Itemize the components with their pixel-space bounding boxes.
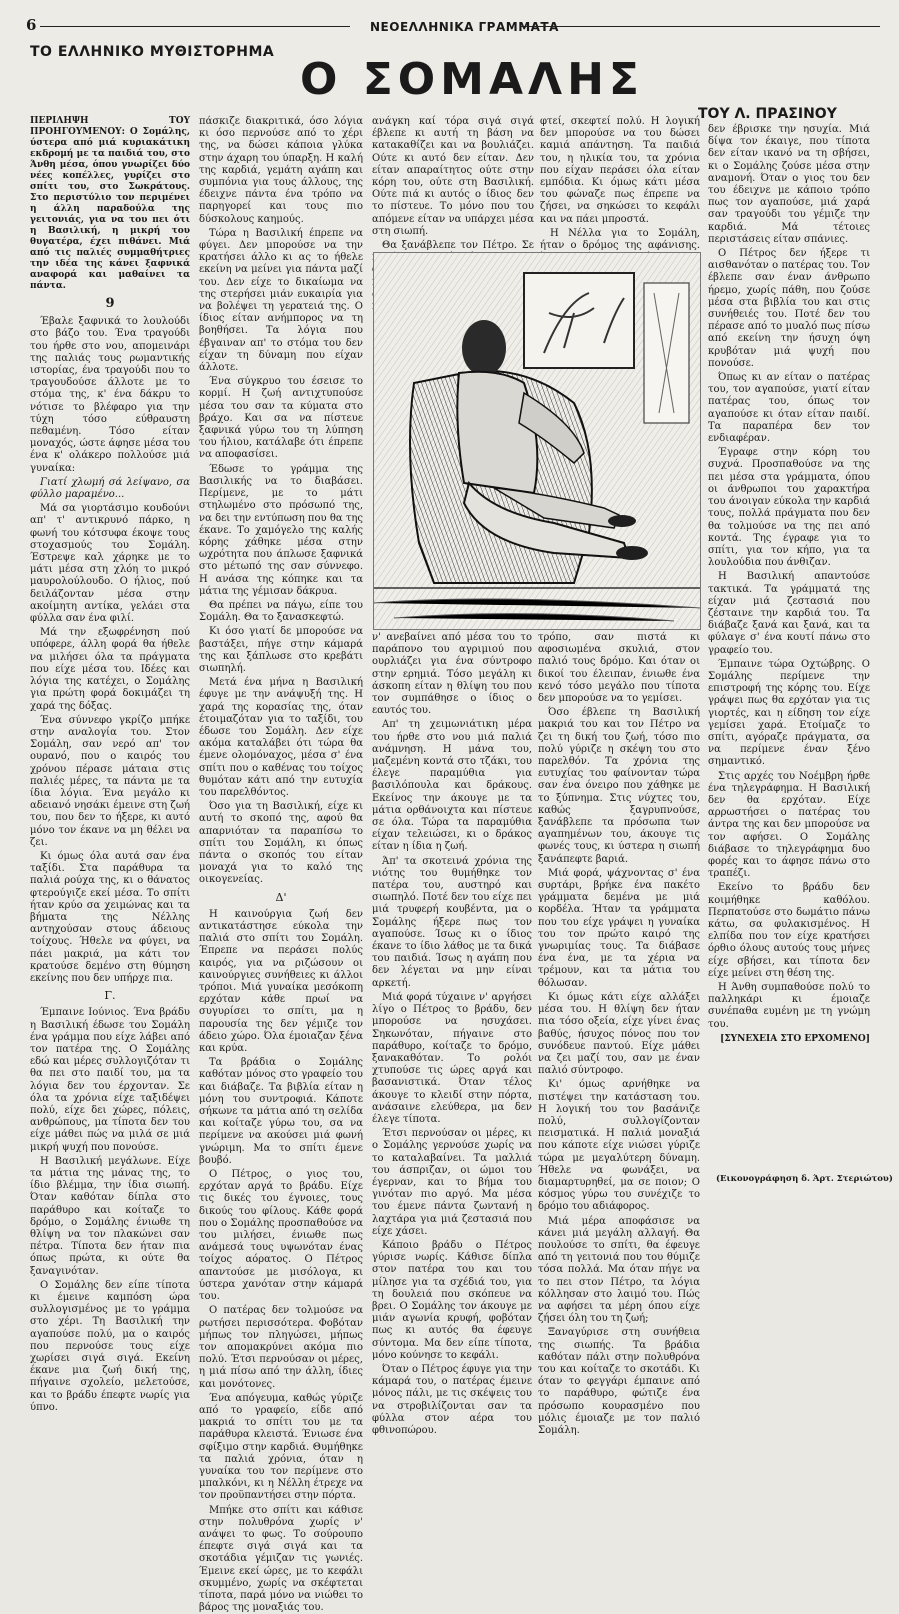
paragraph: Η καινούργια ζωή δεν αντικατάστησε εύκολα την παλιά στο σπίτι του Σομάλη. Έπρεπε να περάσει πολύς καιρός, για να ριζώσουν οι καινούργιες συνήθειες κι άλλοι τρόποι. Μιά γυναίκα μεσόκοπη ερχόταν κάθε πρωί να συγυρίσει το σπίτι, μα η παρουσία της δεν γέμιζε τον άδειο χώρο. Όλα έμοιαζαν ξένα και κρύα. bbox=[199, 908, 363, 1055]
paragraph: τρόπο, σαν πιστά κι αφοσιωμένα σκυλιά, στον παλιό τους δρόμο. Και όταν οι δικοί του έλειπαν, ένιωθε ένα κενό τόσο μεγάλο που τίποτα δεν μπορούσε να το γεμίσει. bbox=[538, 632, 700, 705]
paragraph: Όπως κι αν είταν ο πατέρας του, τον αγαπούσε, γιατί είταν πατέρας του, όπως τον αγαπούσε κι όταν είταν παιδί. Τα παραπέρα δεν τον ενδιαφέραν. bbox=[708, 372, 870, 445]
paragraph: Ο Πέτρος δεν ήξερε τι αισθανόταν ο πατέρας του. Τον έβλεπε σαν έναν άνθρωπο ήρεμο, χωρίς πάθη, που ζούσε μέσα στα βιβλία του και στις συνήθειές του. Ποτέ δεν του πέρασε από το μυαλό πως πίσω από εκείνη την ήσυχη όψη κρυβόταν μιά ψυχή που πονούσε. bbox=[708, 248, 870, 369]
column-5 bbox=[708, 124, 870, 1172]
paragraph: Απ' τη χειμωνιάτικη μέρα του ήρθε στο νου μιά παλιά ανάμνηση. Η μάνα του, μαζεμένη κοντά στο τζάκι, του έλεγε παραμύθια για βασιλόπουλα και δράκους. Εκείνος την άκουγε με τα μάτια ορθάνοιχτα και πίστευε σε όλα. Τώρα τα παραμύθια είχαν τελειώσει, κι ο δράκος είταν η ίδια η ζωή. bbox=[372, 719, 532, 853]
paragraph: Άπ' τα σκοτεινά χρόνια της νιότης του θυμήθηκε τον πατέρα του, αυστηρό και σιωπηλό. Ποτέ δεν του είχε πει μιά τρυφερή κουβέντα, μα ο Σομάλης ήξερε πως τον αγαπούσε. Ίσως κι ο ίδιος έκανε το ίδιο λάθος με τα δικά του παιδιά. Ίσως η αγάπη που δεν λέγεται να μην είναι αρκετή. bbox=[372, 855, 532, 989]
paragraph: Μά την εξωφρένηση πού υπόφερε, άλλη φορά θα ήθελε να μιλήσει όλα τα πράγματα που είχε μέσα του. Ιδέες και λόγια της κατέχει, ο Σομάλης για πρώτη φορά δοκιμάζει τη χαρά της δόξας. bbox=[30, 627, 190, 712]
column-4-top bbox=[540, 116, 700, 252]
paragraph: φτεί, σκεφτεί πολύ. Η λογική δεν μπορούσε να του δώσει καμιά απάντηση. Τα παιδιά του, η ηλικία του, τα χρόνια που είχαν περάσει όλα είταν εμπόδια. Κι όμως κάτι μέσα του φώναζε πως έπρεπε να ζήσει, να σηκώσει το κεφάλι και να πάει μπροστά. bbox=[540, 116, 700, 225]
paragraph: Κάποιο βράδυ ο Πέτρος γύρισε νωρίς. Κάθισε δίπλα στον πατέρα του και του μίλησε για τα σχέδιά του, για τη δουλειά που σκόπευε να βρει. Ο Σομάλης τον άκουγε με μιάν αγωνία κρυφή, φοβόταν πως κι αυτός θα έφευγε σύντομα. Μα δεν είπε τίποτα, μόνο κούνησε το κεφάλι. bbox=[372, 1239, 532, 1361]
paragraph: Έμπαινε τώρα Οχτώβρης. Ο Σομάλης περίμενε την επιστροφή της κόρης του. Είχε γράψει πως θα ερχόταν για τις γιορτές, και η είδηση τον είχε γεμίσει χαρά. Ετοίμαζε το σπίτι, αγόραζε πράγματα, σα να περίμενε έναν ξένο σημαντικό. bbox=[708, 658, 870, 768]
paragraph: Τώρα η Βασιλική έπρεπε να φύγει. Δεν μπορούσε να την κρατήσει άλλο κι ας το ήθελε εκείνη να μείνει για πάντα μαζί του. Δεν είχε το δικαίωμα να της στερήσει μιάν ευκαιρία για να βολέψει τη γερατειά της. Ο ίδιος είταν ανήμπορος να τη βοηθήσει. Τα λόγια που έβγαιναν απ' το στόμα του δεν είχαν τη δύναμη που είχαν άλλοτε. bbox=[199, 227, 363, 374]
paragraph: Η Βασιλική μεγάλωνε. Είχε τα μάτια της μάνας της, το ίδιο βλέμμα, την ίδια σιωπή. Όταν καθόταν δίπλα στο παράθυρο και κοίταζε το δρόμο, ο Σομάλης ένιωθε τη θλίψη να τον πλακώνει σαν πέτρα. Τίποτα δεν ήταν πια όπως πρώτα, κι ούτε θα ξαναγινόταν. bbox=[30, 1155, 190, 1277]
column-4-bottom bbox=[538, 632, 700, 1436]
column-2 bbox=[199, 116, 363, 1614]
paragraph: Έγραφε στην κόρη του συχνά. Προσπαθούσε να της πει μέσα στα γράμματα, όπου οι άνθρωποι του χαρακτήρα του άνοιγαν εύκολα την καρδιά τους, πολλά πράγματα που δεν θα τολμούσε να της πει από κοντά. Της έγραφε για το σπίτι, για τον κήπο, για τα λουλούδια που άνθιζαν. bbox=[708, 447, 870, 569]
paragraph: Ένα σύγκρυο του έσεισε το κορμί. Η ζωή αντιχτυπούσε μέσα του σαν τα κύματα στο βράχο. Και σα να πίστευε ξαφνικά γύρω του τη λύπηση του ήλιου, κατάλαβε ότι έπρεπε να αποφασίσει. bbox=[199, 376, 363, 461]
paragraph: Η Άνθη συμπαθούσε πολύ το παλληκάρι κι έμοιαζε συνέπαθα ευμένη με τη γνώμη του. bbox=[708, 982, 870, 1030]
paragraph: Θα ξανάβλεπε τον Πέτρο. Σε bbox=[382, 240, 534, 252]
paragraph: Όταν ο Πέτρος έφυγε για την κάμαρά του, ο πατέρας έμεινε μόνος πάλι, με τις σκέψεις του να στροβιλίζονται σαν τα φύλλα στον αέρα του φθινοπώρου. bbox=[372, 1363, 532, 1436]
paragraph: Μιά μέρα αποφάσισε να κάνει μιά μεγάλη αλλαγή. Θα πουλούσε το σπίτι, θα έφευγε από τη γειτονιά που του θύμιζε τόσα πολλά. Μα όταν πήγε να το πει στον Πέτρο, τα λόγια κόλλησαν στο λαιμό του. Πώς να αφήσει τα μέρη όπου είχε ζήσει όλη του τη ζωή; bbox=[538, 1215, 700, 1325]
header-rule-left bbox=[40, 26, 350, 27]
paragraph: Κι όμως όλα αυτά σαν ένα ταξίδι. Στα παράθυρα τα παλιά ρούχα της, κι ο θάνατος φτερούγιζε εκεί μέσα. Το σπίτι ήταν κρύο σα χειμώνας και τα βήματα της Νέλλης αντηχούσαν στους άδειους τοίχους. Ήθελε να φύγει, να πάει μακριά, μα κάτι τον κρατούσε δεμένο στη θύμηση εκείνης που δεν υπήρχε πια. bbox=[30, 850, 190, 984]
paragraph: Εκείνο το βράδυ δεν κοιμήθηκε καθόλου. Περπατούσε στο δωμάτιο πάνω κάτω, σα φυλακισμένος. Η ελπίδα που τον είχε κρατήσει όρθιο όλους αυτούς τους μήνες είχε σβήσει, και τίποτα δεν είχε μείνει στη θέση της. bbox=[708, 882, 870, 979]
illustration-svg bbox=[374, 253, 700, 629]
paragraph: Μιά φορά, ψάχνοντας σ' ένα συρτάρι, βρήκε ένα πακέτο γράμματα δεμένα με μιά κορδέλα. Ήταν τα γράμματα που του είχε γράψει η γυναίκα του τον πρώτο καιρό της γνωριμίας τους. Τα διάβασε ένα ένα, με τα χέρια να τρέμουν, και τα μάτια του θόλωσαν. bbox=[538, 867, 700, 989]
paragraph: Ένα σύννεφο γκρίζο μπήκε στην αναλογία του. Στον Σομάλη, σαν νερό απ' τον ουρανό, που ο καιρός του χρόνου πέρασε μάταια στις παλιές μέρες, τα πάντα με τα ίδια λόγια. Ένα μεγάλο κι αδειανό νησάκι έμεινε στη ζωή του, που δεν το ήξερε, κι αυτό μόνο τον έκανε να μη θέλει να ζει. bbox=[30, 714, 190, 848]
paragraph: Κι όσο γιατί δε μπορούσε να βαστάξει, πήγε στην κάμαρά της και ξάπλωσε στο κρεβάτι σιωπηλή. bbox=[199, 626, 363, 674]
paragraph: Κι' όμως αρνήθηκε να πιστέψει την κατάσταση του. Η λογική του τον βασάνιζε πολύ, συλλογίζονταν πεισματικά. Η παλιά μοναξιά που κάποτε είχε νιώσει γύριζε τώρα με μεγαλύτερη δύναμη. Ήθελε να φωνάξει, να διαμαρτυρηθεί, μα σε ποιον; Ο κόσμος γύρω του συνέχιζε το δρόμο του αδιάφορος. bbox=[538, 1079, 700, 1213]
paragraph: Μιά φορά τύχαινε ν' αργήσει λίγο ο Πέτρος το βράδυ, δεν μπορούσε να ησυχάσει. Σηκωνόταν, πήγαινε στο παράθυρο, κοίταζε το δρόμο, ξανακαθόταν. Το ρολόι χτυπούσε τις ώρες αργά και βασανιστικά. Όταν τέλος άκουγε το κλειδί στην πόρτα, ανάσαινε ελεύθερα, μα δεν έλεγε τίποτα. bbox=[372, 991, 532, 1125]
story-title: Ο ΣΟΜΑΛΗΣ bbox=[300, 54, 644, 105]
paragraph: Ο πατέρας δεν τολμούσε να ρωτήσει περισσότερα. Φοβόταν μήπως τον πληγώσει, μήπως τον απομακρύνει ακόμα πιο πολύ. Έτσι περνούσαν οι μέρες, η μιά πίσω από την άλλη, ίδιες και μονότονες. bbox=[199, 1305, 363, 1390]
paragraph: Στις αρχές του Νοέμβρη ήρθε ένα τηλεγράφημα. Η Βασιλική δεν θα ερχόταν. Είχε αρρωστήσει ο πατέρας του άντρα της και δεν μπορούσε να τον αφήσει. Ο Σομάλης διάβασε το τηλεγράφημα δυο φορές και το άφησε πάνω στο τραπέζι. bbox=[708, 770, 870, 880]
paragraph: Ο Σομάλης δεν είπε τίποτα κι έμεινε καμπόση ώρα συλλογισμένος με το γράμμα στο χέρι. Τη Βασιλική την αγαπούσε πολύ, μα ο καιρός που περνούσε τους είχε χωρίσει σιγά σιγά. Εκείνη έκανε μια ζωή δική της, πήγαινε σχολείο, μελετούσε, και το βράδυ έπεφτε νωρίς για ύπνο. bbox=[30, 1279, 190, 1413]
illustration-credit: (Εικονογράφηση δ. Άρτ. Στεριώτου) bbox=[716, 1174, 893, 1184]
paragraph: πάσκιζε διακριτικά, όσο λόγια κι όσο περνούσε από το χέρι της, να δώσει κάποια γλύκα στην άχαρη του ύπαρξη. Η καλή της καρδιά, γεμάτη αγάπη και συμπόνια για τους άλλους, της έδειχνε πάντα ένα τρόπο να παρηγορεί και τους πιο δύσκολους καημούς. bbox=[199, 116, 363, 225]
man-head bbox=[462, 320, 506, 376]
paragraph: Ένα απόγευμα, καθώς γύριζε από το γραφείο, είδε από μακριά το σπίτι του με τα παράθυρα κλειστά. Ένιωσε ένα σφίξιμο στην καρδιά. Θυμήθηκε τα παλιά χρόνια, όταν η γυναίκα του τον περίμενε στο μπαλκόνι, κι η Νέλλη έτρεχε να τον προϋπαντήσει στην πόρτα. bbox=[199, 1392, 363, 1502]
paragraph: Μά σα γιορτάσιμο κουδούνι απ' τ' αντικρυνό πάρκο, η φωνή του κότσυφα έκοψε τους στοχασμούς του Σομάλη. Έστρεψε καλ χάρηκε με το μάτι μέσα στη χλόη το μικρό μαυρολούλουδο. Ο ήλιος, πού δειλάζονταν μέσα στην ακοίμητη αντίκα, γελάει στα φύλλα σαν ένα φιλί. bbox=[30, 503, 190, 625]
continued-notice: [ΣΥΝΕΧΕΙΑ ΣΤΟ ΕΡΧΟΜΕΝΟ] bbox=[720, 1033, 870, 1044]
paragraph: Γιατί χλωμή σά λείψανο, σα φύλλο μαραμένο... bbox=[30, 476, 190, 501]
previously-summary: ΠΕΡΙΛΗΨΗ ΤΟΥ ΠΡΟΗΓΟΥΜΕΝΟΥ: Ο Σομάλης, ύστερα από μιά κυριακάτικη εκδρομή με τα παιδιά του, στο Άνθη μέσα, όπου γνωρίζει δύο νέες κοπέλλες, γυρίζει στο σπίτι του, στο Σωκράτους. Στο περιστύλιο τον περιμένει η άλλη παραδούλα της γειτονιάς, για να του πει ότι η Βασιλική, η μικρή του θυγατέρα, έχει πιθάνει. Μιά από τις παλιές συμμαθήτριες την ιδέα της κάνει ξαφνικά αναφορά και μαθαίνει τα πάντα. bbox=[30, 116, 190, 291]
paragraph: Έμπαινε Ιούνιος. Ένα βράδυ η Βασιλική έδωσε του Σομάλη ένα γράμμα που είχε λάβει από τον πατέρα της. Ο Σομάλης εδώ και μέρες συλλογιζόταν τι θα πει στο παιδί του, μα τα λόγια δεν του έρχονταν. Σε όλα τα χρόνια είχε ταξιδέψει πολύ, είχε δει χώρες, πόλεις, ανθρώπους, μα τίποτα δεν του είχε μάθει πώς να μιλά σε μιά μικρή ψυχή που πονούσε. bbox=[30, 1007, 190, 1153]
chapter-subheading: Δ' bbox=[275, 890, 287, 904]
chapter-subheading: Γ. bbox=[104, 989, 116, 1003]
paragraph: ανάγκη καί τόρα σιγά σιγά έβλεπε κι αυτή τη βάση να κατακαθίζει και να βουλιάζει. Ούτε κι αυτό δεν είταν. Δεν είταν απαραίτητος ούτε στην κόρη του, ούτε στη Βασιλική. Ούτε πιά κι αυτός ο ίδιος δεν το πίστευε. Το μόνο που του απόμενε είταν να υπάρχει μέσα στη σιωπή. bbox=[372, 116, 534, 237]
paragraph: Τα βράδια ο Σομάλης καθόταν μόνος στο γραφείο του και διάβαζε. Τα βιβλία είταν η μόνη του συντροφιά. Κάποτε σήκωνε τα μάτια από τη σελίδα και κοίταζε γύρω του, σα να περίμενε να ακούσει μιά φωνή γνώριμη. Μα το σπίτι έμενε βουβό. bbox=[199, 1057, 363, 1166]
page-number: 6 bbox=[26, 16, 37, 34]
paragraph: Μπήκε στο σπίτι και κάθισε στην πολυθρόνα χωρίς ν' ανάψει το φως. Το σούρουπο έπεφτε σιγά σιγά και τα σκοτάδια γέμιζαν τις γωνιές. Έμεινε εκεί ώρες, με το κεφάλι σκυμμένο, χωρίς να σκέφτεται τίποτα, παρά μόνο να νιώθει το βάρος της μοναξιάς του. bbox=[199, 1504, 363, 1614]
section-title: ΤΟ ΕΛΛΗΝΙΚΟ ΜΥΘΙΣΤΟΡΗΜΑ bbox=[30, 44, 275, 60]
seated-man-illustration bbox=[373, 252, 701, 630]
paragraph: δεν έβρισκε την ησυχία. Μιά δίψα τον έκαιγε, που τίποτα δεν είταν ικανό να τη σβήσει, κι ο Σομάλης ζούσε μέσα στην αναμονή. Όταν ο γιος του δεν του έδειχνε με κάποιο τρόπο πως τον αγαπούσε, μιά χαρά σαν τραγούδι του γέμιζε την καρδιά. Μά τέτοιες περιστάσεις είταν σπάνιες. bbox=[708, 124, 870, 245]
paragraph: Όσο για τη Βασιλική, είχε κι αυτή το σκοπό της, αφού θα απαρνιόταν τα παραπίσω το σπίτι του Σομάλη, κι όπως πάντα ο σκοπός του είταν μοναχά για το καλό της οικογενείας. bbox=[199, 801, 363, 886]
paragraph: Μετά ένα μήνα η Βασιλική έφυγε με την ανάψυξή της. Η χαρά της κορασίας της, όταν έτοιμαζόταν για το ταξίδι, του έδωσε του Σομάλη. Δεν είχε ακόμα καταλάβει ότι τώρα θα έμενε ολομόναχος, μέσα σ' ένα σπίτι που ο καθένας του τοίχος θυμόταν κάτι από την ευτυχία του παρελθόντος. bbox=[199, 677, 363, 798]
author-line: ΤΟΥ Λ. ΠΡΑΣΙΝΟΥ bbox=[698, 106, 837, 122]
column-3-top bbox=[372, 116, 534, 252]
paragraph: Έδωσε το γράμμα της Βασιλικής να το διαβάσει. Περίμενε, με το μάτι στηλωμένο στο πρόσωπό της, να δει την εντύπωση που θα της έκανε. Το χαμόγελο της καλής κόρης χάθηκε μέσα στην ωχρότητα που άπλωσε ξαφνικά στο μέτωπό της σαν σύννεφο. Η ανάσα της κόπηκε και τα μάτια της γέμισαν δάκρυα. bbox=[199, 463, 363, 597]
magazine-masthead: ΝΕΟΕΛΛΗΝΙΚΑ ΓΡΑΜΜΑΤΑ bbox=[370, 20, 559, 34]
paragraph: Θα πρέπει να πάγω, είπε του Σομάλη. Θα το ξανασκεφτώ. bbox=[199, 599, 363, 624]
chapter-number: 9 bbox=[105, 296, 115, 311]
paragraph: Ο Πέτρος, ο γιος του, ερχόταν αργά το βράδυ. Είχε τις δικές του έγνοιες, τους δικούς του φίλους. Κάθε φορά που ο Σομάλης προσπαθούσε να του μιλήσει, ένιωθε πως ανάμεσά τους υψωνόταν ένας τοίχος αόρατος. Ο Πέτρος απαντούσε με μισόλογα, κι ύστερα χανόταν στην κάμαρά του. bbox=[199, 1169, 363, 1303]
wall-picture bbox=[524, 273, 634, 368]
paragraph: Η Βασιλική απαντούσε τακτικά. Τα γράμματά της είχαν μιά ζεστασιά που ζέσταινε την καρδιά του. Τα διάβαζε ξανά και ξανά, και τα φύλαγε σ' ένα κουτί πάνω στο γραφείο του. bbox=[708, 571, 870, 656]
paragraph: Έβαλε ξαφνικά το λουλούδι στο βάζο του. Ένα τραγούδι του ήρθε στο νου, απομεινάρι της παλιάς τους ρωμαντικής ιστορίας, ένα τραγούδι που το τραγουδούσε άλλοτε με το στόμα της, κ' ένα δάκρυ το νότισε το βλέφαρο για την τύχη τόσο εύθραυστη πεθαμένη. Τόσο είταν μοναχός, ώστε άφησε μέσα του ένα κ' ολάκερο πολλούσε μιά γυναίκα: bbox=[30, 316, 190, 474]
paragraph: Ξαναγύρισε στη συνήθεια της σιωπής. Τα βράδια καθόταν πάλι στην πολυθρόνα του και κοίταζε το σκοτάδι. Κι όταν το φεγγάρι έμπαινε από το παράθυρο, φώτιζε ένα πρόσωπο κουρασμένο που μόλις έμοιαζε με τον παλιό Σομάλη. bbox=[538, 1327, 700, 1436]
paragraph: Όσο έβλεπε τη Βασιλική μακριά του και τον Πέτρο να ζει τη δική του ζωή, τόσο πιο πολύ γύριζε η σκέψη του στο παρελθόν. Τα χρόνια της ευτυχίας του φαίνονταν τώρα σαν ένα όνειρο που χάθηκε με το ξύπνημα. Στις νύχτες του, καθώς ξαγρυπνούσε, ξανάβλεπε τα πρόσωπα των αγαπημένων του, άκουγε τις φωνές τους, κι ύστερα η σιωπή ξανάπεφτε βαριά. bbox=[538, 707, 700, 865]
paragraph: Έτσι περνούσαν οι μέρες, κι ο Σομάλης γερνούσε χωρίς να το καταλαβαίνει. Τα μαλλιά του άσπριζαν, οι ώμοι του έγερναν, και το βήμα του γινόταν πιο αργό. Μα μέσα του έμενε πάντα ζωντανή η λαχτάρα για μιά ζεστασιά που είχε χάσει. bbox=[372, 1128, 532, 1237]
paragraph: Κι όμως κάτι είχε αλλάξει μέσα του. Η θλίψη δεν ήταν πια τόσο οξεία, είχε γίνει ένας βαθύς, ήσυχος πόνος που τον συνόδευε παντού. Είχε μάθει να ζει μαζί του, σαν με έναν παλιό σύντροφο. bbox=[538, 991, 700, 1077]
paragraph: Η Νέλλα για το Σομάλη, ήταν ο δρόμος της αφάνισης. bbox=[540, 227, 700, 252]
column-1 bbox=[30, 116, 190, 1413]
paragraph: ν' ανεβαίνει από μέσα του το παράπονο του αγριμιού που ουρλιάζει για ένα σύντροφο στην ερημιά. Τόσο μεγάλη κι άσκοπη είταν η θλίψη του που τον συμπάθησε ο ίδιος ο εαυτός του. bbox=[372, 632, 532, 717]
header-rule-right bbox=[520, 26, 880, 27]
column-3-bottom bbox=[372, 632, 532, 1436]
